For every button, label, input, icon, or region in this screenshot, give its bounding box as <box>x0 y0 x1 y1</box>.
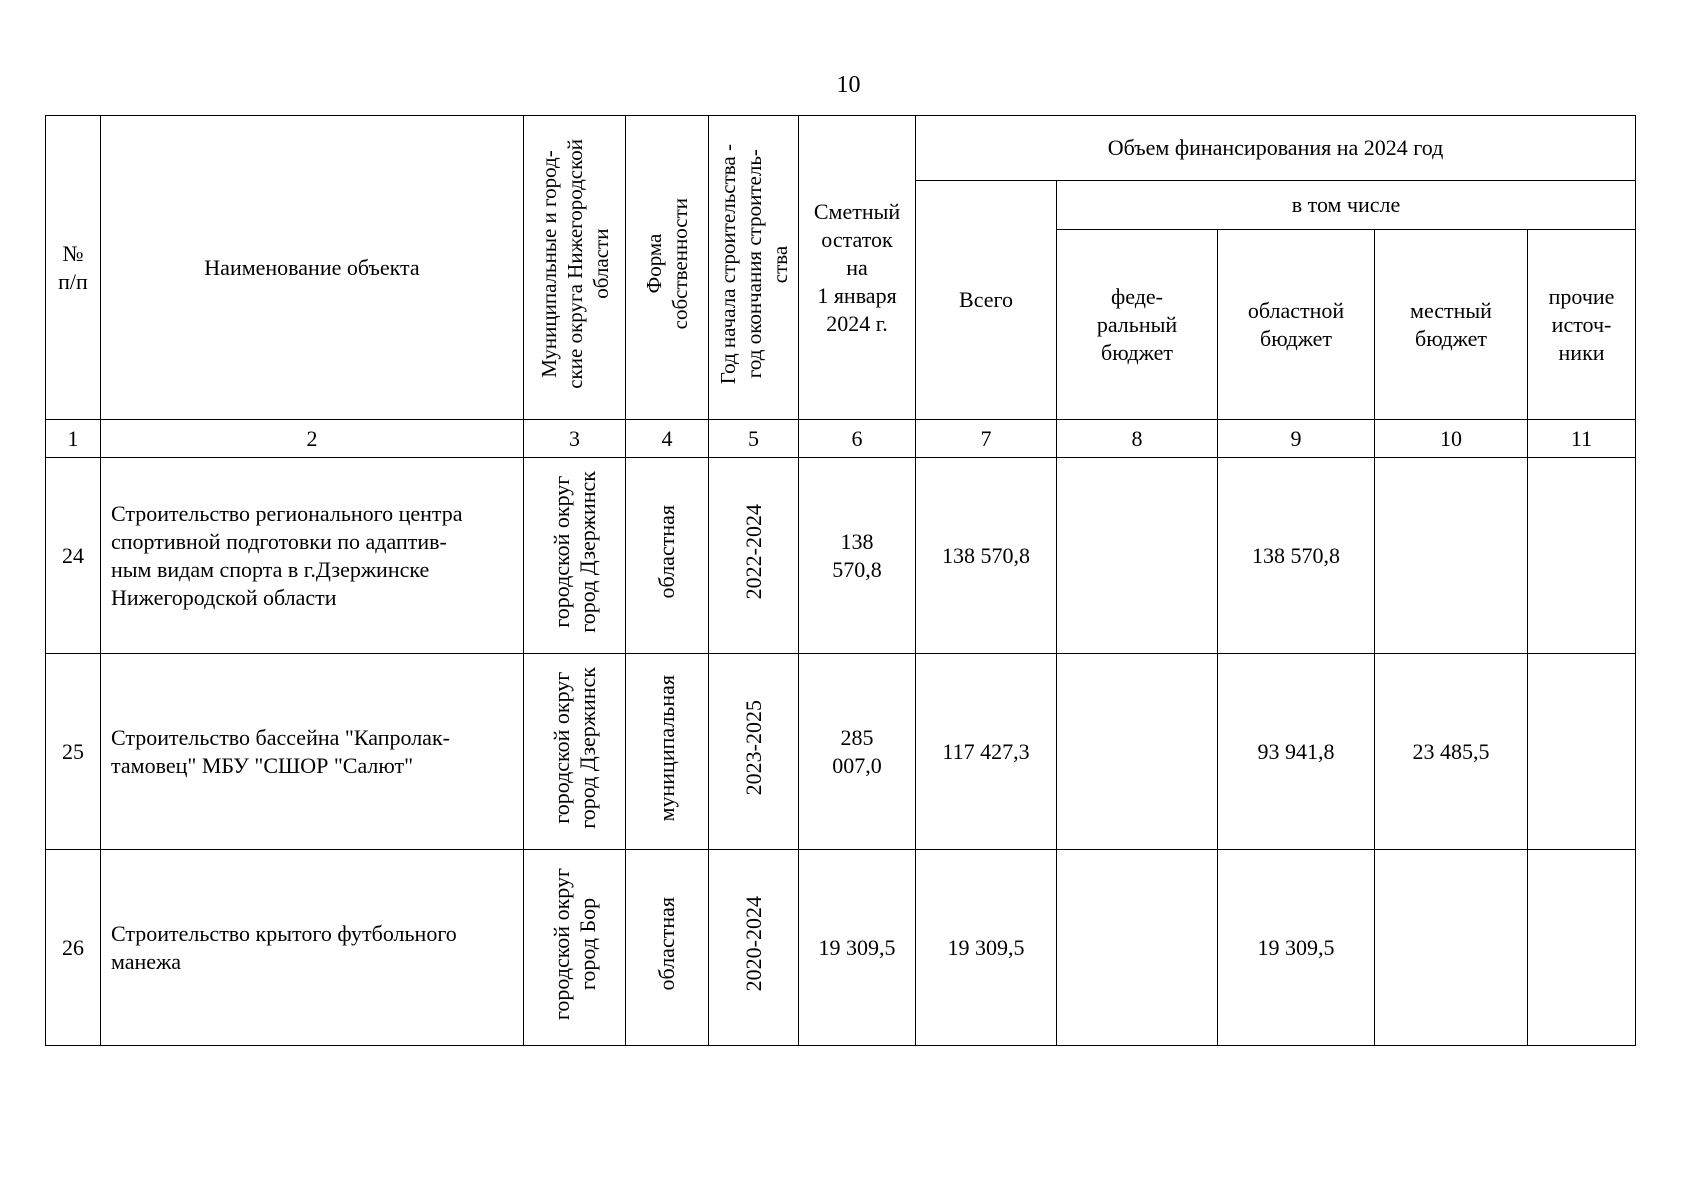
object-name: Строительство крытого футбольного манежа <box>101 850 524 1046</box>
header-estimate: Сметный остаток на 1 января 2024 г. <box>799 116 916 420</box>
header-funding-group: Объем финансирования на 2024 год <box>916 116 1636 181</box>
header-ownership: Форма собственности <box>626 116 709 420</box>
column-number: 10 <box>1375 420 1528 458</box>
estimate: 19 309,5 <box>799 850 916 1046</box>
column-number: 11 <box>1528 420 1636 458</box>
financing-table <box>45 115 1636 1046</box>
header-regional: областной бюджет <box>1218 230 1375 420</box>
object-name: Строительство бассейна "Капролак- тамовец" МБУ "СШОР "Салют" <box>101 654 524 850</box>
header-years: Год начала строительства - год окончания строитель- ства <box>709 116 799 420</box>
municipality: городской округ город Дзержинск <box>524 458 626 654</box>
table-row <box>46 458 1636 654</box>
object-name: Строительство регионального центра спортивной подготовки по адаптив- ным видам спорта в г.Дзержинске Нижегородской области <box>101 458 524 654</box>
table-row <box>46 850 1636 1046</box>
total: 138 570,8 <box>916 458 1057 654</box>
federal-budget <box>1057 850 1218 1046</box>
total: 117 427,3 <box>916 654 1057 850</box>
municipality: городской округ город Дзержинск <box>524 654 626 850</box>
estimate: 138 570,8 <box>799 458 916 654</box>
header-row-number: № п/п <box>46 116 101 420</box>
ownership: областная <box>626 850 709 1046</box>
column-number: 9 <box>1218 420 1375 458</box>
other-sources <box>1528 458 1636 654</box>
column-number: 3 <box>524 420 626 458</box>
row-number: 24 <box>46 458 101 654</box>
header-including: в том числе <box>1057 181 1636 230</box>
header-federal: феде- ральный бюджет <box>1057 230 1218 420</box>
header-municipality: Муниципальные и город- ские округа Нижегородской области <box>524 116 626 420</box>
row-number: 25 <box>46 654 101 850</box>
years: 2023-2025 <box>709 654 799 850</box>
column-numbers-row <box>46 420 1636 458</box>
total: 19 309,5 <box>916 850 1057 1046</box>
federal-budget <box>1057 458 1218 654</box>
column-number: 4 <box>626 420 709 458</box>
header-object-name: Наименование объекта <box>101 116 524 420</box>
column-number: 1 <box>46 420 101 458</box>
table-row <box>46 654 1636 850</box>
years: 2022-2024 <box>709 458 799 654</box>
column-number: 5 <box>709 420 799 458</box>
local-budget: 23 485,5 <box>1375 654 1528 850</box>
federal-budget <box>1057 654 1218 850</box>
column-number: 2 <box>101 420 524 458</box>
ownership: муниципальная <box>626 654 709 850</box>
local-budget <box>1375 458 1528 654</box>
local-budget <box>1375 850 1528 1046</box>
column-number: 6 <box>799 420 916 458</box>
column-number: 7 <box>916 420 1057 458</box>
regional-budget: 93 941,8 <box>1218 654 1375 850</box>
other-sources <box>1528 850 1636 1046</box>
header-total: Всего <box>916 181 1057 420</box>
ownership: областная <box>626 458 709 654</box>
page-number: 10 <box>836 72 861 98</box>
estimate: 285 007,0 <box>799 654 916 850</box>
header-local: местный бюджет <box>1375 230 1528 420</box>
row-number: 26 <box>46 850 101 1046</box>
column-number: 8 <box>1057 420 1218 458</box>
regional-budget: 19 309,5 <box>1218 850 1375 1046</box>
municipality: городской округ город Бор <box>524 850 626 1046</box>
other-sources <box>1528 654 1636 850</box>
header-other: прочие источ- ники <box>1528 230 1636 420</box>
years: 2020-2024 <box>709 850 799 1046</box>
regional-budget: 138 570,8 <box>1218 458 1375 654</box>
